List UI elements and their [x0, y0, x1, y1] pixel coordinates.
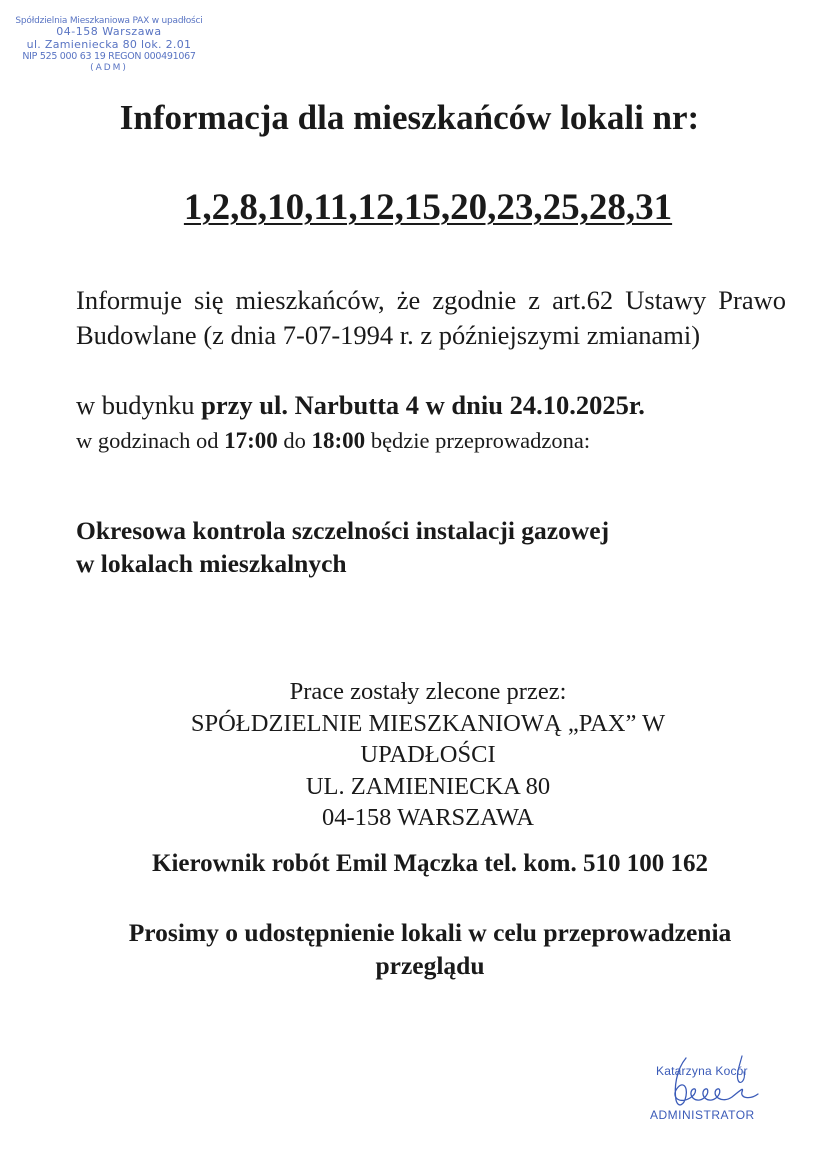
access-request-line-2: przeglądu: [375, 951, 485, 980]
org-name-line-1: SPÓŁDZIELNIE MIESZKANIOWĄ „PAX” W: [190, 709, 666, 737]
hours-mid: do: [283, 428, 306, 453]
page-title: Informacja dla mieszkańców lokali nr:: [119, 98, 700, 137]
org-name-line-2: UPADŁOŚCI: [360, 741, 496, 768]
org-street: UL. ZAMIENIECKA 80: [305, 772, 551, 800]
company-stamp: [6, 16, 212, 73]
time-from: 17:00: [224, 428, 278, 453]
signature-role: ADMINISTRATOR: [650, 1108, 755, 1122]
ordered-by-label: Prace zostały zlecone przez:: [289, 678, 567, 705]
building-line: [76, 390, 645, 421]
work-line-1: Okresowa kontrola szczelności instalacji gazowej: [76, 516, 610, 545]
access-request-line-1: Prosimy o udostępnienie lokali w celu przeprowadzenia: [128, 918, 732, 947]
work-line-2: w lokalach mieszkalnych: [76, 549, 347, 578]
ordered-by-block: [140, 676, 716, 834]
access-request: [60, 916, 800, 982]
signature-name: Katarzyna Kocór: [656, 1064, 748, 1078]
inspection-date: 24.10.2025r.: [509, 390, 645, 420]
building-prefix: w budynku: [76, 390, 195, 420]
hours-suffix: będzie przeprowadzona:: [370, 428, 591, 453]
hours-prefix: w godzinach od: [76, 428, 219, 453]
notice-intro: Informuje się mieszkańców, że zgodnie z art.62 Ustawy Prawo Budowlane (z dnia 7-07-1994 r. z późniejszymi zmianami): [76, 285, 786, 350]
building-address: przy ul. Narbutta 4 w dniu: [201, 390, 503, 420]
administrator-signature-stamp: [646, 1050, 781, 1130]
apartment-numbers: [0, 186, 819, 229]
stamp-department: (ADM): [90, 62, 128, 73]
stamp-postal-city: 04-158 Warszawa: [56, 25, 162, 39]
stamp-street: ul. Zamieniecka 80 lok. 2.01: [26, 37, 192, 51]
org-city: 04-158 WARSZAWA: [322, 804, 534, 831]
stamp-company-name: Spółdzielnia Mieszkaniowa PAX w upadłości: [15, 16, 203, 26]
time-to: 18:00: [311, 428, 366, 453]
work-description: [76, 514, 776, 580]
site-manager-contact: Kierownik robót Emil Mączka tel. kom. 510 100 162: [152, 850, 708, 877]
stamp-tax-ids: NIP 525 000 63 19 REGON 000491067: [22, 50, 196, 62]
hours-line: [76, 428, 590, 454]
apartment-numbers-text: 1,2,8,10,11,12,15,20,23,25,28,31: [183, 187, 673, 228]
